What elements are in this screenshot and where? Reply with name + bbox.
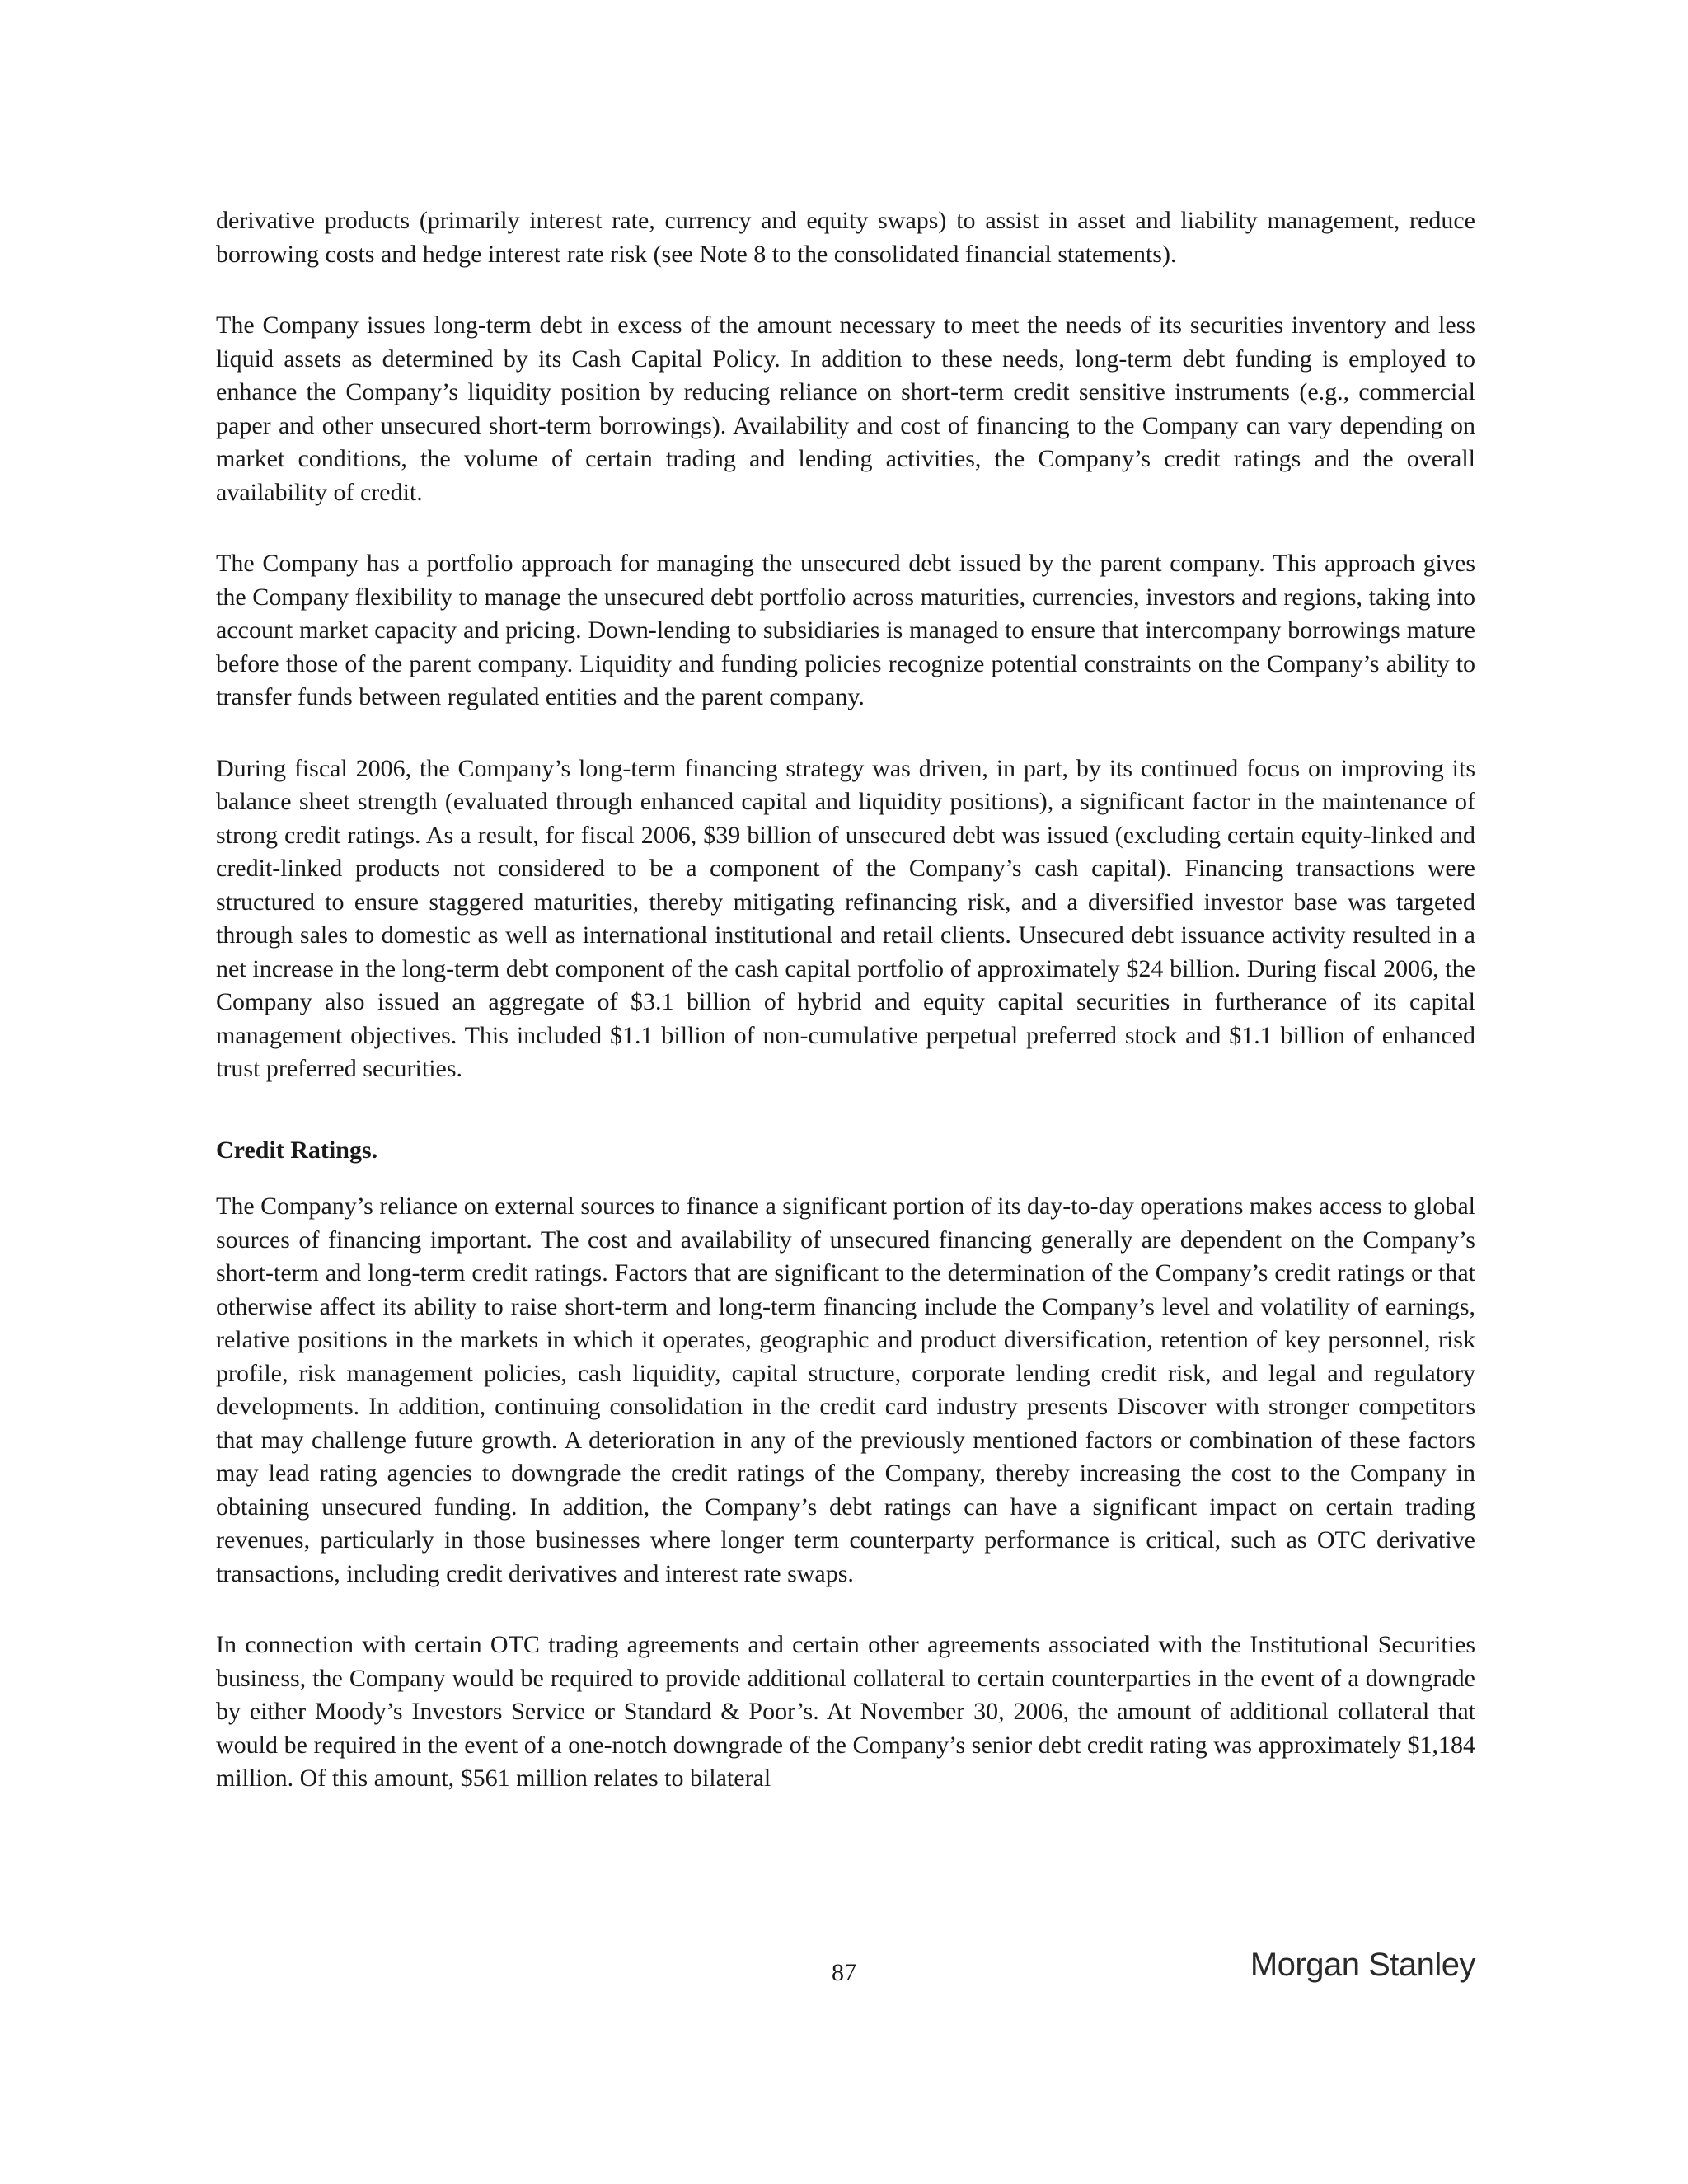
paragraph-fiscal-2006-strategy: During fiscal 2006, the Company’s long-term financing strategy was driven, in part, by its continued focus on improving its balance sheet strength (evaluated through enhanced capital and liquidity positions), a significant factor in the maintenance of strong credit ratings. As a result, for fiscal 2006, $39 billion of unsecured debt was issued (excluding certain equity-linked and credit-linked products not considered to be a component of the Company’s cash capital). Financing transactions were structured to ensure staggered maturities, thereby mitigating refinancing risk, and a diversified investor base was targeted through sales to domestic as well as international institutional and retail clients. Unsecured debt issuance activity resulted in a net increase in the long-term debt component of the cash capital portfolio of approximately $24 billion. During fiscal 2006, the Company also issued an aggregate of $3.1 billion of hybrid and equity capital securities in furtherance of its capital management objectives. This included $1.1 billion of non-cumulative perpetual preferred stock and $1.1 billion of enhanced trust preferred securities. [216, 754, 1475, 1082]
paragraph-otc-collateral: In connection with certain OTC trading agreements and certain other agreements associated with the Institutional Securities business, the Company would be required to provide additional collateral to certain counterparties in the event of a downgrade by either Moody’s Investors Service or Standard & Poor’s. At November 30, 2006, the amount of additional collateral that would be required in the event of a one-notch downgrade of the Company’s senior debt credit rating was approximately $1,184 million. Of this amount, $561 million relates to bilateral [216, 1631, 1475, 1792]
section-heading-credit-ratings: Credit Ratings. [216, 1136, 378, 1164]
paragraph-derivative-products: derivative products (primarily interest rate, currency and equity swaps) to assist in asset and liability management, reduce borrowing costs and hedge interest rate risk (see Note 8 to the consolidated financial statements). [216, 207, 1475, 268]
paragraph-portfolio-approach: The Company has a portfolio approach for managing the unsecured debt issued by the parent company. This approach gives the Company flexibility to manage the unsecured debt portfolio across maturities, currencies, investors and regions, taking into account market capacity and pricing. Down-lending to subsidiaries is managed to ensure that intercompany borrowings mature before those of the parent company. Liquidity and funding policies recognize potential constraints on the Company’s ability to transfer funds between regulated entities and the parent company. [216, 550, 1475, 710]
company-logo: Morgan Stanley [1250, 1947, 1475, 1983]
page-number: 87 [832, 1959, 856, 1986]
document-body [216, 204, 1475, 1796]
paragraph-credit-ratings-reliance: The Company’s reliance on external sources to finance a significant portion of its day-to-day operations makes access to global sources of financing important. The cost and availability of unsecured financing generally are dependent on the Company’s short-term and long-term credit ratings. Factors that are significant to the determination of the Company’s credit ratings or that otherwise affect its ability to raise short-term and long-term financing include the Company’s level and volatility of earnings, relative positions in the markets in which it operates, geographic and product diversification, retention of key personnel, risk profile, risk management policies, cash liquidity, capital structure, corporate lending credit risk, and legal and regulatory developments. In addition, continuing consolidation in the credit card industry presents Discover with stronger competitors that may challenge future growth. A deterioration in any of the previously mentioned factors or combination of these factors may lead rating agencies to downgrade the credit ratings of the Company, thereby increasing the cost to the Company in obtaining unsecured funding. In addition, the Company’s debt ratings can have a significant impact on certain trading revenues, particularly in those businesses where longer term counterparty performance is critical, such as OTC derivative transactions, including credit derivatives and interest rate swaps. [216, 1193, 1475, 1587]
paragraph-long-term-debt: The Company issues long-term debt in excess of the amount necessary to meet the needs of its securities inventory and less liquid assets as determined by its Cash Capital Policy. In addition to these needs, long-term debt funding is employed to enhance the Company’s liquidity position by reducing reliance on short-term credit sensitive instruments (e.g., commercial paper and other unsecured short-term borrowings). Availability and cost of financing to the Company can vary depending on market conditions, the volume of certain trading and lending activities, the Company’s credit ratings and the overall availability of credit. [216, 312, 1475, 506]
